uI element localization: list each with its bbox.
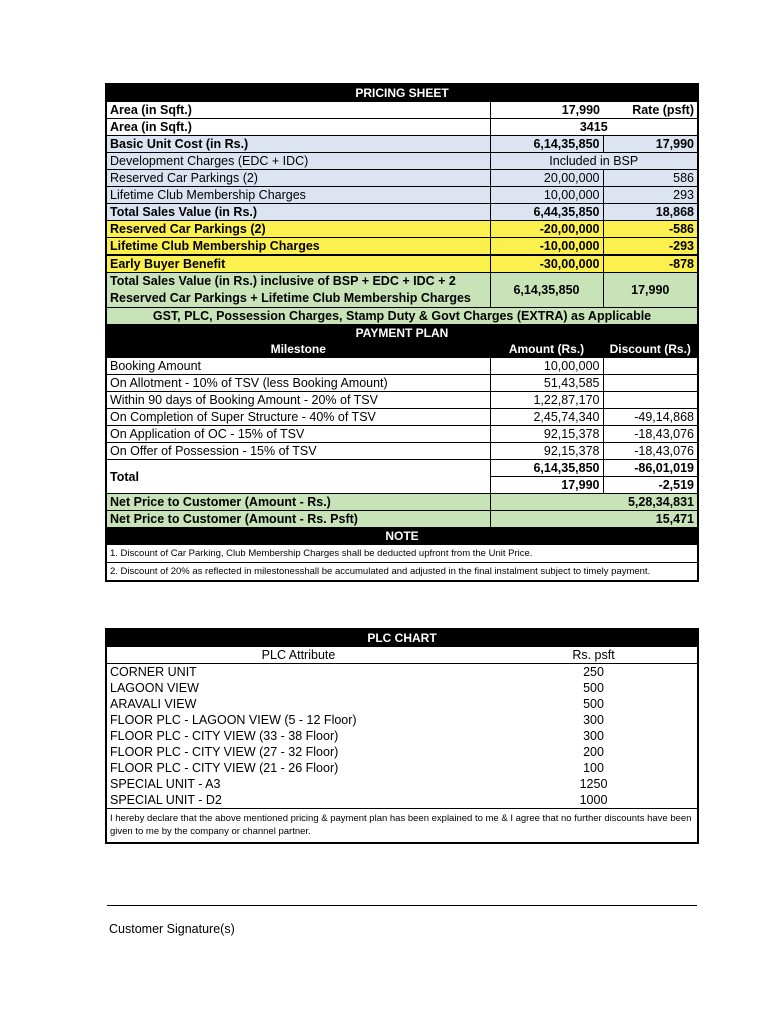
area2-value: 3415	[490, 119, 698, 136]
discount-row-amount: -10,00,000	[490, 238, 603, 256]
payment-discount	[603, 358, 698, 375]
note-item	[106, 563, 698, 582]
tsv-inclusive-row	[106, 273, 698, 308]
payment-row	[106, 443, 698, 460]
plc-attribute: SPECIAL UNIT - A3	[110, 777, 221, 791]
plc-attribute: FLOOR PLC - CITY VIEW (33 - 38 Floor)	[110, 729, 339, 743]
declaration-text: I hereby declare that the above mentioned pricing & payment plan has been explained to me & I agree that no further discounts have been given to me by the company or channel partner.	[106, 809, 698, 844]
discount-row	[106, 238, 698, 256]
note-text: 1. Discount of Car Parking, Club Membership Charges shall be deducted upfront from the Unit Price.	[106, 545, 698, 563]
plc-attribute: FLOOR PLC - CITY VIEW (27 - 32 Floor)	[110, 745, 339, 759]
pricing-sheet-title: PRICING SHEET	[106, 84, 698, 102]
pricing-row-amount: 6,44,35,850	[490, 204, 603, 221]
payment-row	[106, 375, 698, 392]
total-row	[106, 460, 698, 477]
payment-plan-header	[106, 325, 698, 342]
pricing-row-label: Basic Unit Cost (in Rs.)	[106, 136, 490, 153]
payment-discount: -18,43,076	[603, 426, 698, 443]
plc-attribute-column-header: PLC Attribute	[106, 647, 490, 664]
pricing-blue-rows	[106, 136, 698, 221]
plc-rate: 1000	[579, 793, 608, 807]
note-rows	[106, 545, 698, 582]
payment-row	[106, 409, 698, 426]
payment-amount: 10,00,000	[490, 358, 603, 375]
pricing-row-label: Total Sales Value (in Rs.)	[106, 204, 490, 221]
pricing-row-amount: 6,14,35,850	[490, 136, 603, 153]
payment-amount: 92,15,378	[490, 443, 603, 460]
payment-amount: 92,15,378	[490, 426, 603, 443]
plc-row	[106, 712, 698, 728]
note-title: NOTE	[106, 528, 698, 545]
discount-row-rate: -586	[603, 221, 698, 238]
area2-row	[106, 119, 698, 136]
area-label: Area (in Sqft.)	[106, 102, 490, 119]
payment-milestone: On Allotment - 10% of TSV (less Booking Amount)	[106, 375, 490, 392]
pricing-row-label: Development Charges (EDC + IDC)	[106, 153, 490, 170]
plc-row	[106, 744, 698, 760]
plc-row	[106, 792, 698, 809]
payment-discount	[603, 392, 698, 409]
discount-column-header: Discount (Rs.)	[603, 341, 698, 358]
pricing-sheet-header	[106, 84, 698, 102]
area2-label: Area (in Sqft.)	[106, 119, 490, 136]
pricing-row	[106, 204, 698, 221]
plc-rate: 500	[583, 697, 604, 711]
pricing-sheet-table	[105, 83, 699, 582]
plc-row	[106, 760, 698, 776]
note-text: 2. Discount of 20% as reflected in milestonesshall be accumulated and adjusted in the final instalment subject to timely payment.	[106, 563, 698, 582]
payment-milestone: On Application of OC - 15% of TSV	[106, 426, 490, 443]
plc-columns-row	[106, 647, 698, 664]
rate-label: Rate (psft)	[603, 102, 698, 119]
plc-row	[106, 696, 698, 712]
payment-amount: 51,43,585	[490, 375, 603, 392]
pricing-row	[106, 170, 698, 187]
gst-note: GST, PLC, Possession Charges, Stamp Duty & Govt Charges (EXTRA) as Applicable	[106, 308, 698, 325]
total-discount: -86,01,019	[603, 460, 698, 477]
discount-row-amount: -30,00,000	[490, 255, 603, 273]
pricing-row	[106, 187, 698, 204]
payment-milestone: On Completion of Super Structure - 40% of TSV	[106, 409, 490, 426]
plc-rate: 300	[583, 729, 604, 743]
pricing-row-amount: 20,00,000	[490, 170, 603, 187]
tsv-inclusive-label: Total Sales Value (in Rs.) inclusive of BSP + EDC + IDC + 2 Reserved Car Parkings + Lifetime Club Membership Charges	[106, 273, 490, 308]
tsv-inclusive-rate: 17,990	[603, 273, 698, 308]
plc-rate: 1250	[579, 777, 608, 791]
payment-milestone: Within 90 days of Booking Amount - 20% of TSV	[106, 392, 490, 409]
discount-row-label: Reserved Car Parkings (2)	[106, 221, 490, 238]
net-amount-label: Net Price to Customer (Amount - Rs.)	[106, 494, 490, 511]
amount-column-header: Amount (Rs.)	[490, 341, 603, 358]
discount-row-label: Early Buyer Benefit	[106, 255, 490, 273]
plc-rate: 200	[583, 745, 604, 759]
payment-discount: -49,14,868	[603, 409, 698, 426]
pricing-row-rate: 586	[603, 170, 698, 187]
payment-row	[106, 358, 698, 375]
plc-attribute: CORNER UNIT	[110, 665, 197, 679]
discount-row	[106, 255, 698, 273]
payment-discount: -18,43,076	[603, 443, 698, 460]
net-amount-value: 5,28,34,831	[490, 494, 698, 511]
net-amount-row	[106, 494, 698, 511]
pricing-row-rate: 293	[603, 187, 698, 204]
pricing-row	[106, 136, 698, 153]
plc-rate: 300	[583, 713, 604, 727]
total-psft-discount: -2,519	[603, 477, 698, 494]
total-amount: 6,14,35,850	[490, 460, 603, 477]
net-psft-label: Net Price to Customer (Amount - Rs. Psft)	[106, 511, 490, 528]
plc-row	[106, 728, 698, 744]
area-row	[106, 102, 698, 119]
note-item	[106, 545, 698, 563]
plc-rate: 250	[583, 665, 604, 679]
payment-milestone: Booking Amount	[106, 358, 490, 375]
milestone-column-header: Milestone	[106, 341, 490, 358]
plc-attribute: SPECIAL UNIT - D2	[110, 793, 222, 807]
pricing-row-merged-value: Included in BSP	[490, 153, 698, 170]
plc-attribute: ARAVALI VIEW	[110, 697, 197, 711]
payment-row	[106, 392, 698, 409]
pricing-row-amount: 10,00,000	[490, 187, 603, 204]
payment-amount: 1,22,87,170	[490, 392, 603, 409]
plc-rate: 500	[583, 681, 604, 695]
plc-row	[106, 664, 698, 681]
plc-attribute: FLOOR PLC - CITY VIEW (21 - 26 Floor)	[110, 761, 339, 775]
plc-attribute: FLOOR PLC - LAGOON VIEW (5 - 12 Floor)	[110, 713, 357, 727]
payment-milestone: On Offer of Possession - 15% of TSV	[106, 443, 490, 460]
total-psft-amount: 17,990	[490, 477, 603, 494]
discount-row-rate: -878	[603, 255, 698, 273]
pricing-row-rate: 17,990	[603, 136, 698, 153]
payment-rows	[106, 358, 698, 460]
net-psft-row	[106, 511, 698, 528]
plc-row	[106, 776, 698, 792]
plc-rate: 100	[583, 761, 604, 775]
payment-row	[106, 426, 698, 443]
tsv-inclusive-amount: 6,14,35,850	[490, 273, 603, 308]
customer-signature-label: Customer Signature(s)	[109, 922, 235, 936]
discount-row-rate: -293	[603, 238, 698, 256]
payment-amount: 2,45,74,340	[490, 409, 603, 426]
discount-row-label: Lifetime Club Membership Charges	[106, 238, 490, 256]
net-psft-value: 15,471	[490, 511, 698, 528]
pricing-row	[106, 153, 698, 170]
plc-attribute: LAGOON VIEW	[110, 681, 199, 695]
payment-discount	[603, 375, 698, 392]
discount-row	[106, 221, 698, 238]
plc-chart-title: PLC CHART	[106, 629, 698, 647]
plc-chart-table	[105, 628, 699, 844]
pricing-yellow-rows	[106, 221, 698, 273]
pricing-row-label: Lifetime Club Membership Charges	[106, 187, 490, 204]
discount-row-amount: -20,00,000	[490, 221, 603, 238]
plc-rows	[106, 664, 698, 809]
pricing-row-rate: 18,868	[603, 204, 698, 221]
pricing-row-label: Reserved Car Parkings (2)	[106, 170, 490, 187]
area-value: 17,990	[490, 102, 603, 119]
declaration-row	[106, 809, 698, 844]
payment-plan-title: PAYMENT PLAN	[106, 325, 698, 342]
plc-row	[106, 680, 698, 696]
payment-columns-row	[106, 341, 698, 358]
note-header	[106, 528, 698, 545]
gst-note-row	[106, 308, 698, 325]
total-label: Total	[106, 460, 490, 494]
signature-line	[107, 905, 697, 906]
plc-chart-header	[106, 629, 698, 647]
plc-rate-column-header: Rs. psft	[490, 647, 698, 664]
